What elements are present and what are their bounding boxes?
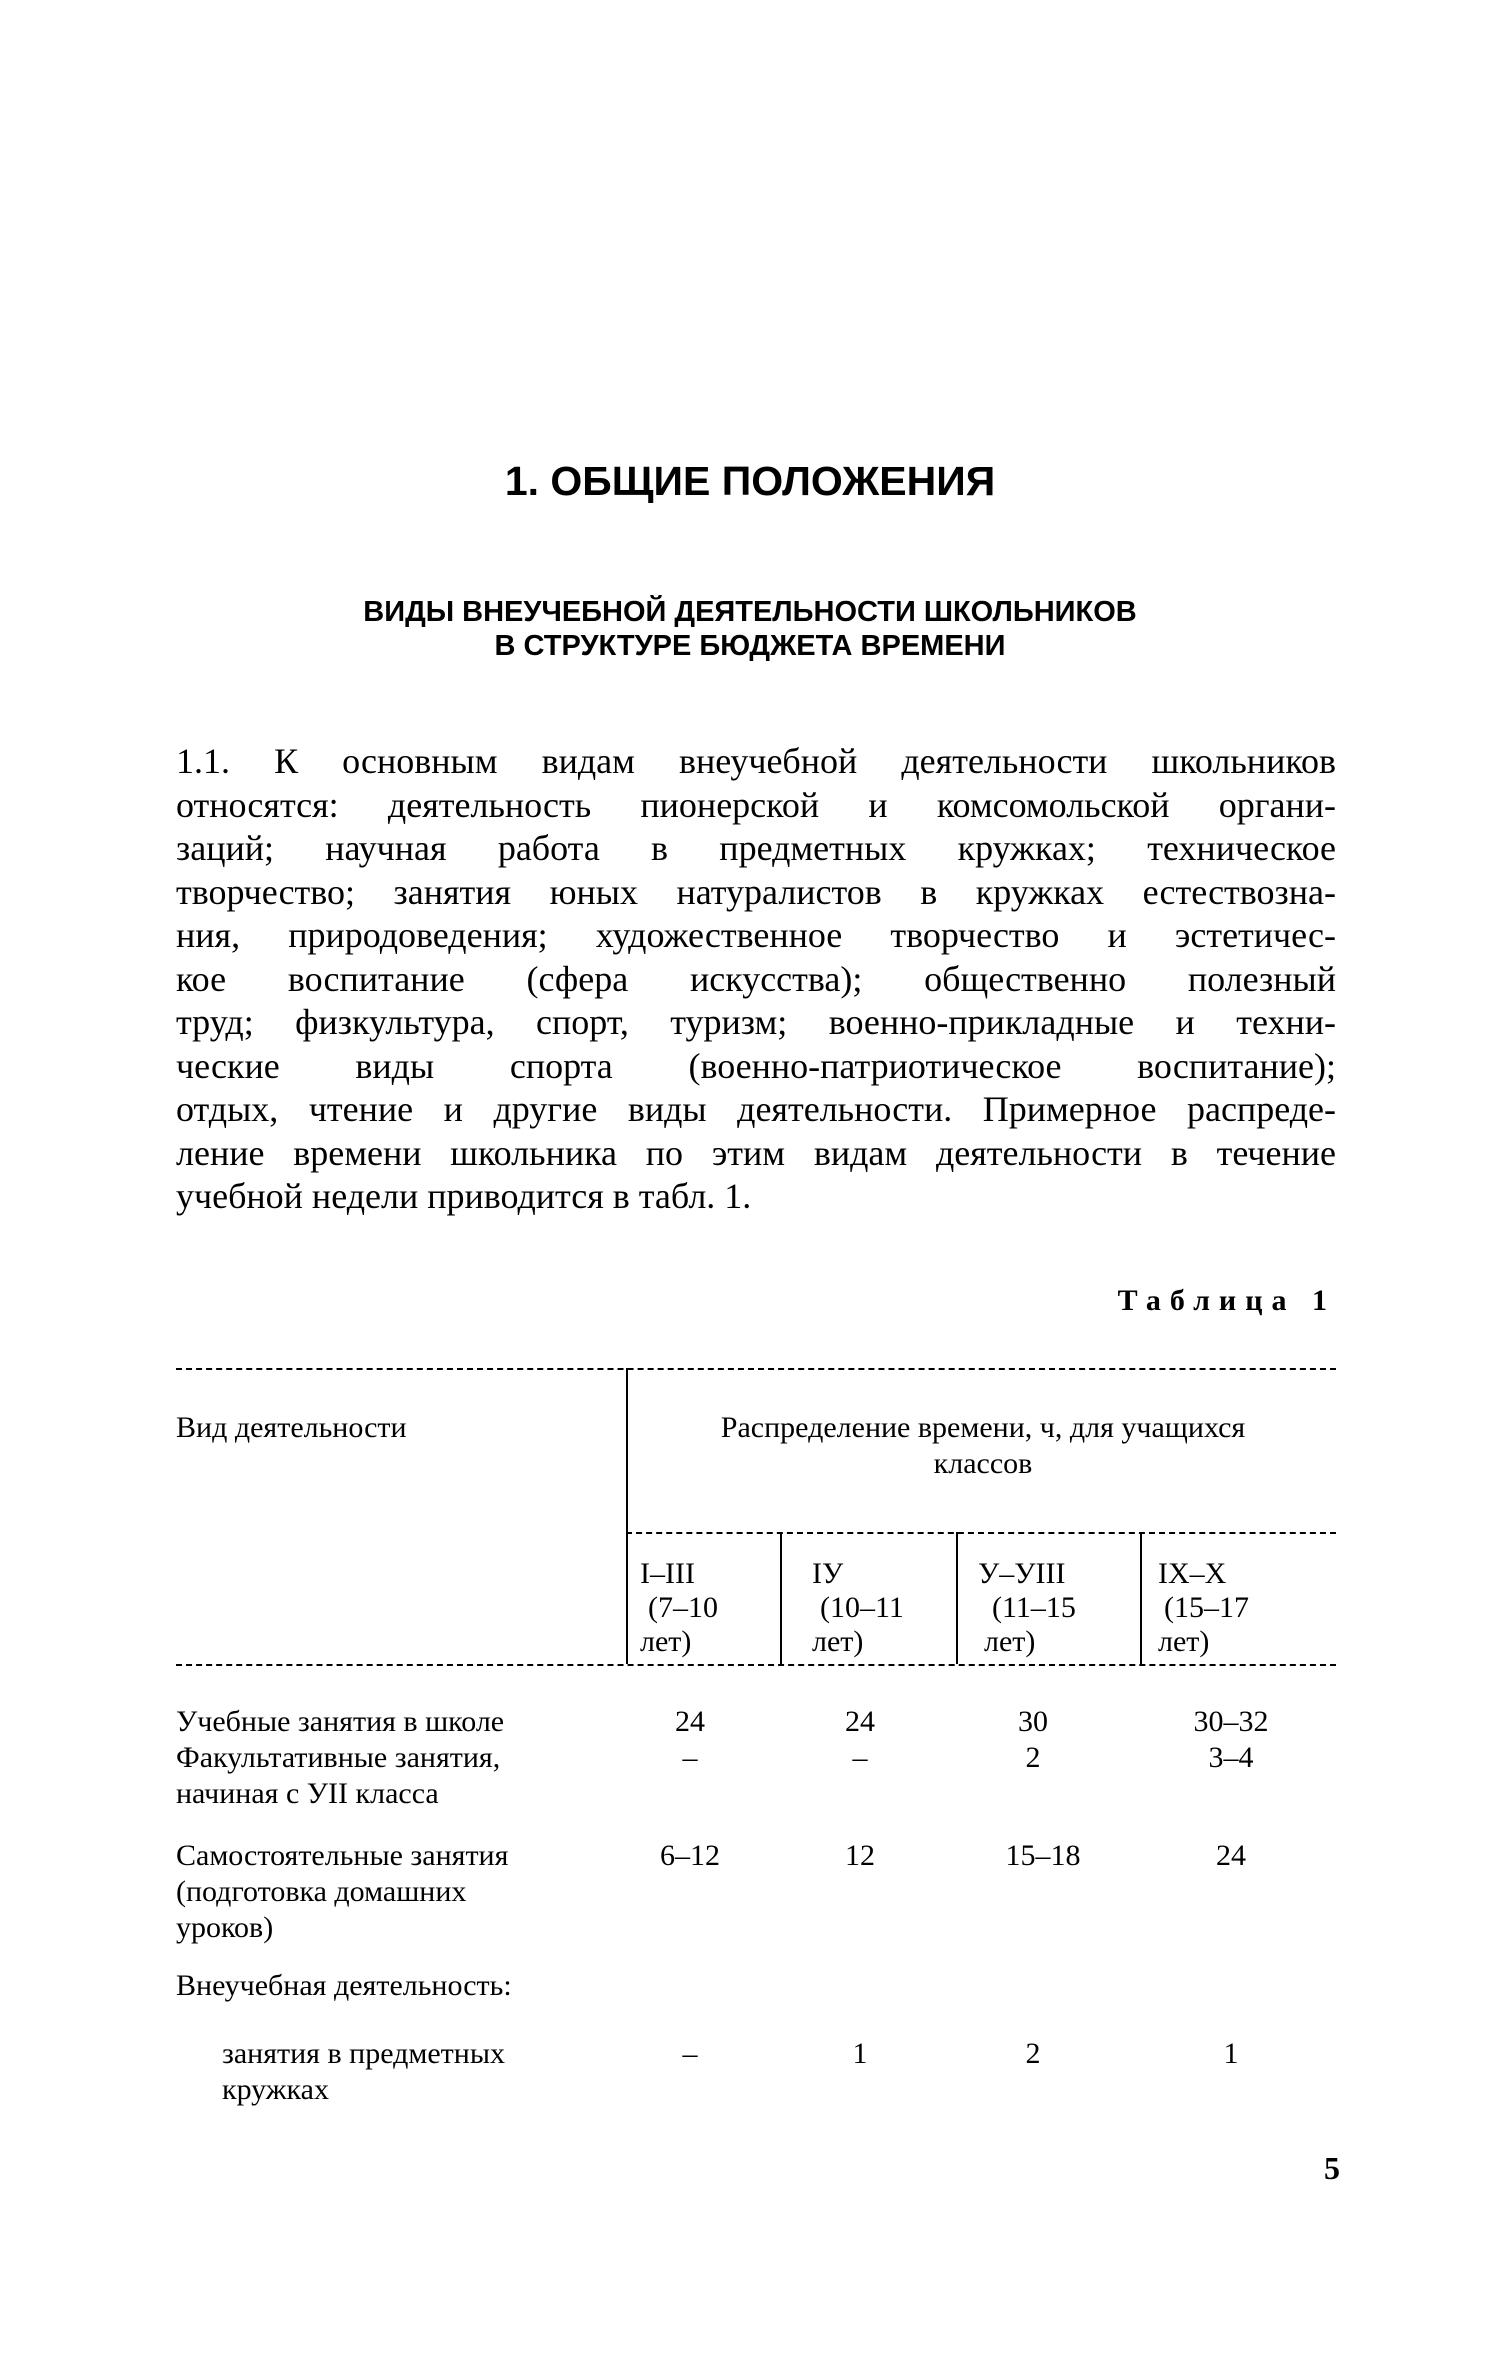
class-grade: I–III: [640, 1557, 695, 1590]
row-value: 3–4: [1208, 1741, 1254, 1774]
paragraph-line: заций; научная работа в предметных кружках; техническое: [176, 828, 1336, 868]
table-divider: [626, 1368, 628, 1664]
table-subheader-rule: [626, 1532, 1336, 1534]
header-distribution-line-2: классов: [933, 1447, 1033, 1480]
class-age: (7–10: [648, 1591, 718, 1624]
row-value: 15–18: [1005, 1839, 1081, 1872]
paragraph-line: отдых, чтение и другие виды деятельности. Примерное распреде-: [176, 1089, 1336, 1129]
row-value: –: [682, 1741, 698, 1774]
row-label: Внеучебная деятельность:: [176, 1969, 512, 2002]
row-value: 1: [1223, 2037, 1239, 2070]
row-label: Учебные занятия в школе: [176, 1705, 505, 1738]
class-grade: IХ–Х: [1158, 1557, 1227, 1590]
subtitle-line-1: ВИДЫ ВНЕУЧЕБНОЙ ДЕЯТЕЛЬНОСТИ ШКОЛЬНИКОВ: [363, 596, 1137, 628]
paragraph-line: ление времени школьника по этим видам деятельности в течение: [176, 1132, 1336, 1173]
class-age: (15–17: [1164, 1591, 1249, 1624]
class-age-unit: лет): [984, 1625, 1036, 1658]
header-distribution-line-1: Распределение времени, ч, для учащихся: [720, 1411, 1246, 1444]
section-title: 1. ОБЩИЕ ПОЛОЖЕНИЯ: [504, 458, 996, 504]
row-value: 24: [845, 1705, 875, 1738]
row-label: Факультативные занятия,: [176, 1741, 501, 1774]
row-value: 24: [675, 1705, 705, 1738]
row-value: 30–32: [1193, 1705, 1269, 1738]
table-divider: [1140, 1532, 1142, 1664]
row-label: занятия в предметных: [222, 2037, 506, 2070]
paragraph-line: кое воспитание (сфера искусства); общественно полезный: [176, 958, 1336, 999]
class-age-unit: лет): [640, 1625, 692, 1658]
header-activity: Вид деятельности: [176, 1411, 407, 1444]
paragraph-line: труд; физкультура, спорт, туризм; военно-прикладные и техни-: [176, 1002, 1336, 1042]
row-value: –: [852, 1741, 868, 1774]
row-value: 6–12: [660, 1839, 720, 1872]
row-label: уроков): [176, 1911, 274, 1944]
class-age: (11–15: [992, 1591, 1076, 1624]
row-value: 30: [1018, 1705, 1048, 1738]
table-caption: Таблица 1: [1117, 1284, 1336, 1317]
paragraph-line: творчество; занятия юных натуралистов в кружках естествозна-: [176, 871, 1336, 912]
row-value: –: [682, 2037, 698, 2070]
paragraph-line: ческие виды спорта (военно-патриотическое воспитание);: [176, 1045, 1336, 1086]
row-value: 2: [1025, 1741, 1041, 1774]
table-header-bottom-rule: [176, 1664, 1336, 1666]
body-paragraph: [176, 740, 1336, 1219]
row-value: 24: [1216, 1839, 1246, 1872]
class-grade: У–УIII: [978, 1557, 1066, 1590]
table-divider: [780, 1532, 782, 1664]
class-age-unit: лет): [812, 1625, 864, 1658]
subtitle-line-2: В СТРУКТУРЕ БЮДЖЕТА ВРЕМЕНИ: [494, 630, 1006, 662]
table-top-rule: [176, 1368, 1336, 1370]
row-label: Самостоятельные занятия: [176, 1839, 509, 1872]
paragraph-line: учебной недели приводится в табл. 1.: [176, 1176, 752, 1216]
row-value: 2: [1025, 2037, 1041, 2070]
class-age: (10–11: [820, 1591, 904, 1624]
row-value: 1: [852, 2037, 868, 2070]
class-grade: IУ: [812, 1557, 844, 1590]
class-age-unit: лет): [1158, 1625, 1210, 1658]
page-number: 5: [1324, 2150, 1340, 2186]
paragraph-line: 1.1. К основным видам внеучебной деятельности школьников: [176, 741, 1336, 781]
row-label: начиная с УII класса: [176, 1777, 439, 1810]
paragraph-line: ния, природоведения; художественное творчество и эстетичес-: [176, 915, 1336, 955]
row-label: (подготовка домашних: [176, 1875, 467, 1908]
row-label: кружках: [222, 2073, 329, 2106]
row-value: 12: [845, 1839, 875, 1872]
table-divider: [956, 1532, 958, 1664]
paragraph-line: относятся: деятельность пионерской и комсомольской органи-: [176, 784, 1336, 825]
